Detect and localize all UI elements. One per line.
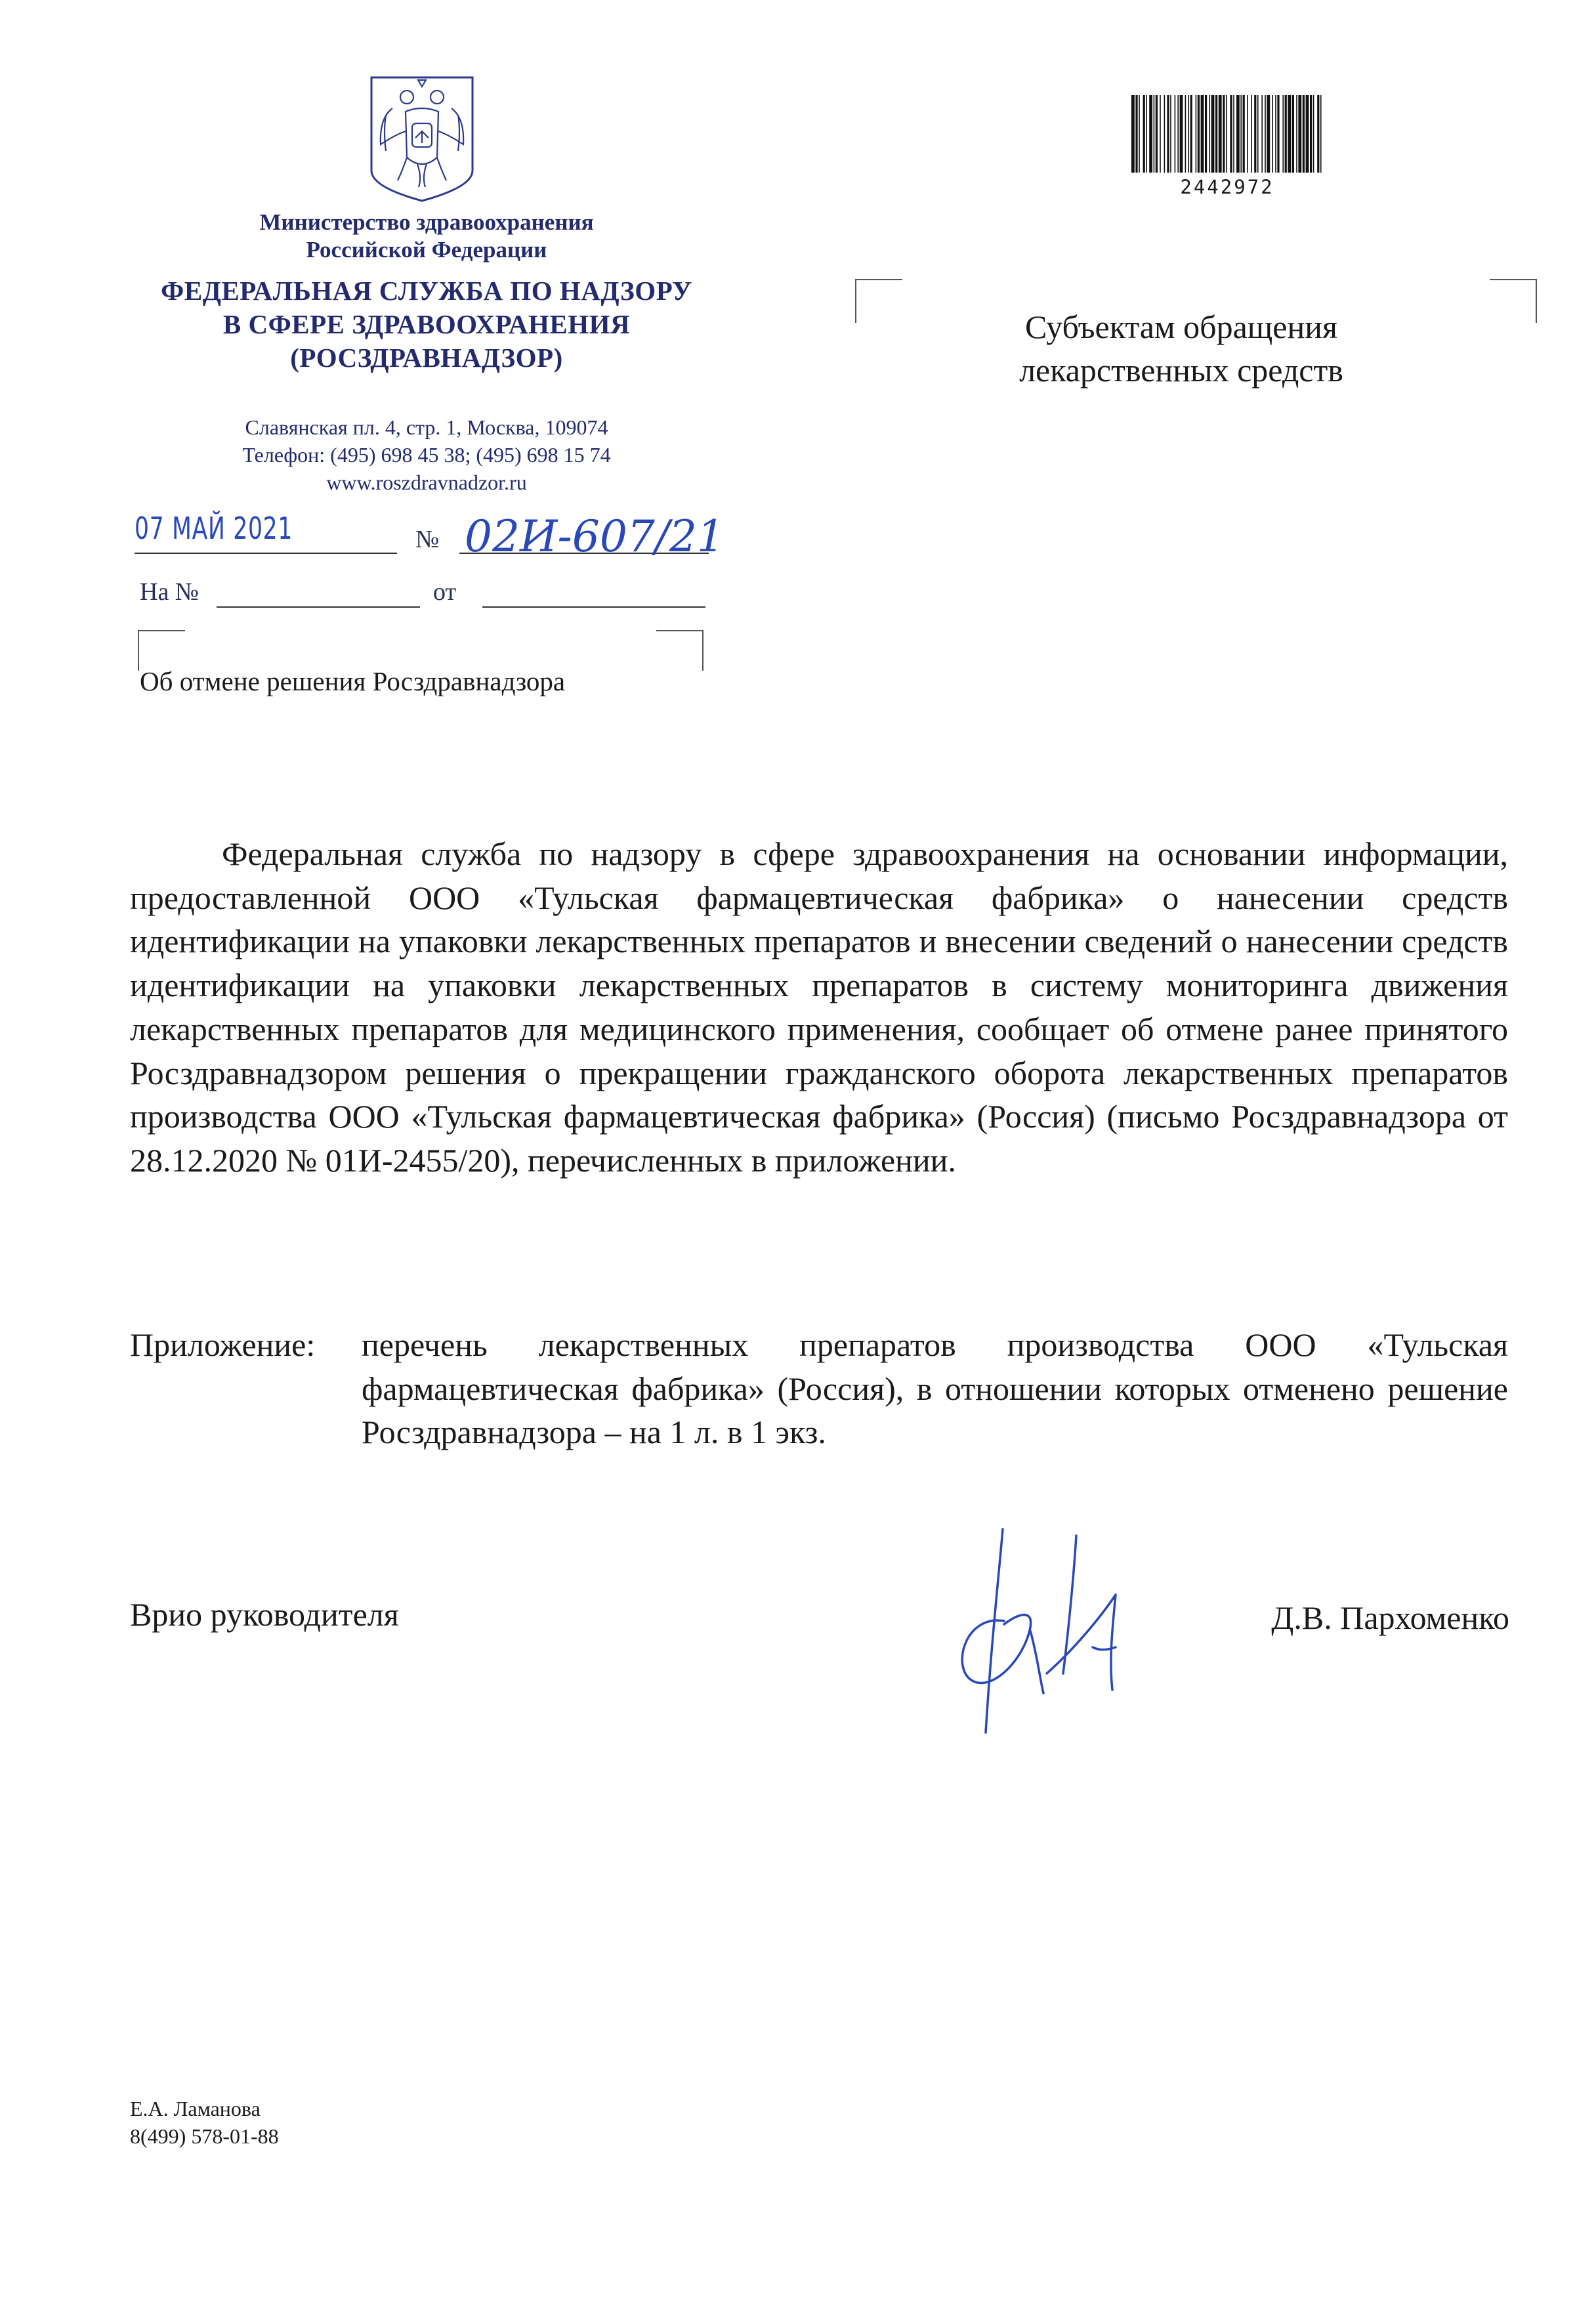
barcode-bar [1164, 95, 1166, 173]
barcode-bar [1209, 95, 1210, 173]
barcode-bar [1139, 95, 1140, 173]
barcode-bar [1320, 95, 1322, 173]
executor-name: Е.А. Ламанова [130, 2097, 261, 2120]
recipient-bracket-right [1490, 279, 1537, 323]
barcode-bar [1190, 95, 1192, 173]
barcode-bar [1233, 95, 1234, 173]
barcode-icon [1129, 95, 1326, 180]
phone: Телефон: (495) 698 45 38; (495) 698 15 74 [242, 443, 611, 467]
website-link[interactable]: www.roszdravnadzor.ru [326, 471, 527, 494]
subject-bracket-right [656, 630, 704, 671]
recipient-line2: лекарственных средств [1019, 352, 1343, 389]
attachment-label: Приложение: [130, 1326, 316, 1363]
contact-block [118, 413, 735, 496]
barcode-bar [1167, 95, 1169, 173]
reply-number-label: На № [140, 578, 200, 606]
barcode-bar [1223, 95, 1225, 173]
service-line3: (РОСЗДРАВНАДЗОР) [290, 343, 563, 373]
barcode-bar [1160, 95, 1161, 173]
barcode-bar [1196, 95, 1197, 173]
barcode-bar [1317, 95, 1319, 173]
date-stamp: 07 МАЙ 2021 [135, 511, 293, 546]
barcode-bar [1201, 95, 1204, 173]
barcode-bar [1298, 95, 1301, 173]
barcode-bar [1292, 95, 1294, 173]
barcode-bar [1240, 95, 1242, 173]
address: Славянская пл. 4, стр. 1, Москва, 109074 [245, 415, 608, 439]
handwritten-number [459, 494, 788, 566]
barcode-bar [1131, 95, 1135, 173]
barcode-bar [1154, 95, 1155, 173]
barcode-bar [1275, 95, 1276, 173]
barcode-bar [1288, 95, 1291, 173]
barcode-bar [1219, 95, 1222, 173]
barcode-bar [1170, 95, 1171, 173]
executor-phone: 8(499) 578-01-88 [130, 2124, 279, 2148]
barcode-bar [1303, 95, 1305, 173]
signer-role: Врио руководителя [130, 1596, 399, 1633]
reply-date-line [482, 606, 705, 608]
barcode-bar [1175, 95, 1176, 173]
reply-date-label: от [433, 578, 457, 606]
service-line2: В СФЕРЕ ЗДРАВООХРАНЕНИЯ [222, 309, 631, 339]
date-line [135, 553, 397, 554]
number-sign: № [415, 526, 440, 553]
barcode-bar [1180, 95, 1183, 173]
recipient-bracket-left [855, 279, 902, 323]
letter-body [130, 832, 1508, 1183]
barcode-bar [1177, 95, 1179, 173]
barcode-bar [1188, 95, 1189, 173]
barcode-bar [1251, 95, 1252, 173]
barcode-bar [1267, 95, 1270, 173]
handwritten-signature-icon [925, 1516, 1148, 1746]
barcode-bar [1272, 95, 1273, 173]
barcode-bar [1277, 95, 1279, 173]
barcode-bar [1205, 95, 1207, 173]
barcode-bar [1285, 95, 1287, 173]
recipient-block [965, 305, 1398, 392]
attachment-text: перечень лекарственных препаратов производства ООО «Тульская фармацевтическая фабрика» (Россия), в отношении которых отменено решение Росздравнадзора – на 1 л. в 1 экз. [362, 1326, 1508, 1451]
barcode-bar [1247, 95, 1248, 173]
signer-name: Д.В. Пархоменко [1271, 1599, 1509, 1636]
barcode-bar [1265, 95, 1266, 173]
ministry-name [118, 209, 735, 264]
barcode-bar [1215, 95, 1217, 173]
letter-subject: Об отмене решения Росздравнадзора [140, 666, 566, 696]
service-line1: ФЕДЕРАЛЬНАЯ СЛУЖБА ПО НАДЗОРУ [161, 276, 692, 306]
ministry-line1: Министерство здравоохранения [259, 209, 594, 235]
barcode-bar [1257, 95, 1259, 173]
barcode-bar [1211, 95, 1215, 173]
barcode-bar [1236, 95, 1240, 173]
barcode-bar [1198, 95, 1200, 173]
recipient-line1: Субъектам обращения [1025, 308, 1337, 345]
barcode-number: 2442972 [1180, 176, 1274, 198]
handwritten-number-text: 02И-607/21 [465, 511, 725, 562]
executor-block [130, 2095, 279, 2150]
barcode-bar [1146, 95, 1147, 173]
barcode-bar [1282, 95, 1284, 173]
ministry-line2: Российской Федерации [306, 237, 547, 263]
barcode-bar [1135, 95, 1137, 173]
barcode-bar [1185, 95, 1186, 173]
barcode-bar [1156, 95, 1158, 173]
barcode-bar [1149, 95, 1152, 173]
barcode-bar [1143, 95, 1145, 173]
barcode-bar [1261, 95, 1263, 173]
barcode-bar [1296, 95, 1297, 173]
reply-number-line [217, 606, 420, 608]
barcode-bar [1310, 95, 1312, 173]
barcode-bar [1254, 95, 1256, 173]
barcode-bar [1230, 95, 1232, 173]
barcode-bar [1313, 95, 1314, 173]
body-paragraph: Федеральная служба по надзору в сфере здравоохранения на основании информации, предоставленной ООО «Тульская фармацевтическая фабрика» о нанесении средств идентификации на упаковки лекарственных препаратов и внесении сведений о нанесении средств идентификации на упаковки лекарственных препаратов в систему мониторинга движения лекарственных препаратов для медицинского применения, сообщает об отмене ранее принятого Росздравнадзором решения о прекращении гражданского оборота лекарственных препаратов производства ООО «Тульская фармацевтическая фабрика» (Россия) (письмо Росздравнадзора от 28.12.2020 № 01И-2455/20), перечисленных в приложении. [130, 835, 1508, 1179]
coat-of-arms-icon [366, 72, 478, 203]
barcode-bar [1243, 95, 1245, 173]
barcode-bar [1306, 95, 1309, 173]
barcode-bar [1226, 95, 1227, 173]
service-name [118, 274, 735, 375]
